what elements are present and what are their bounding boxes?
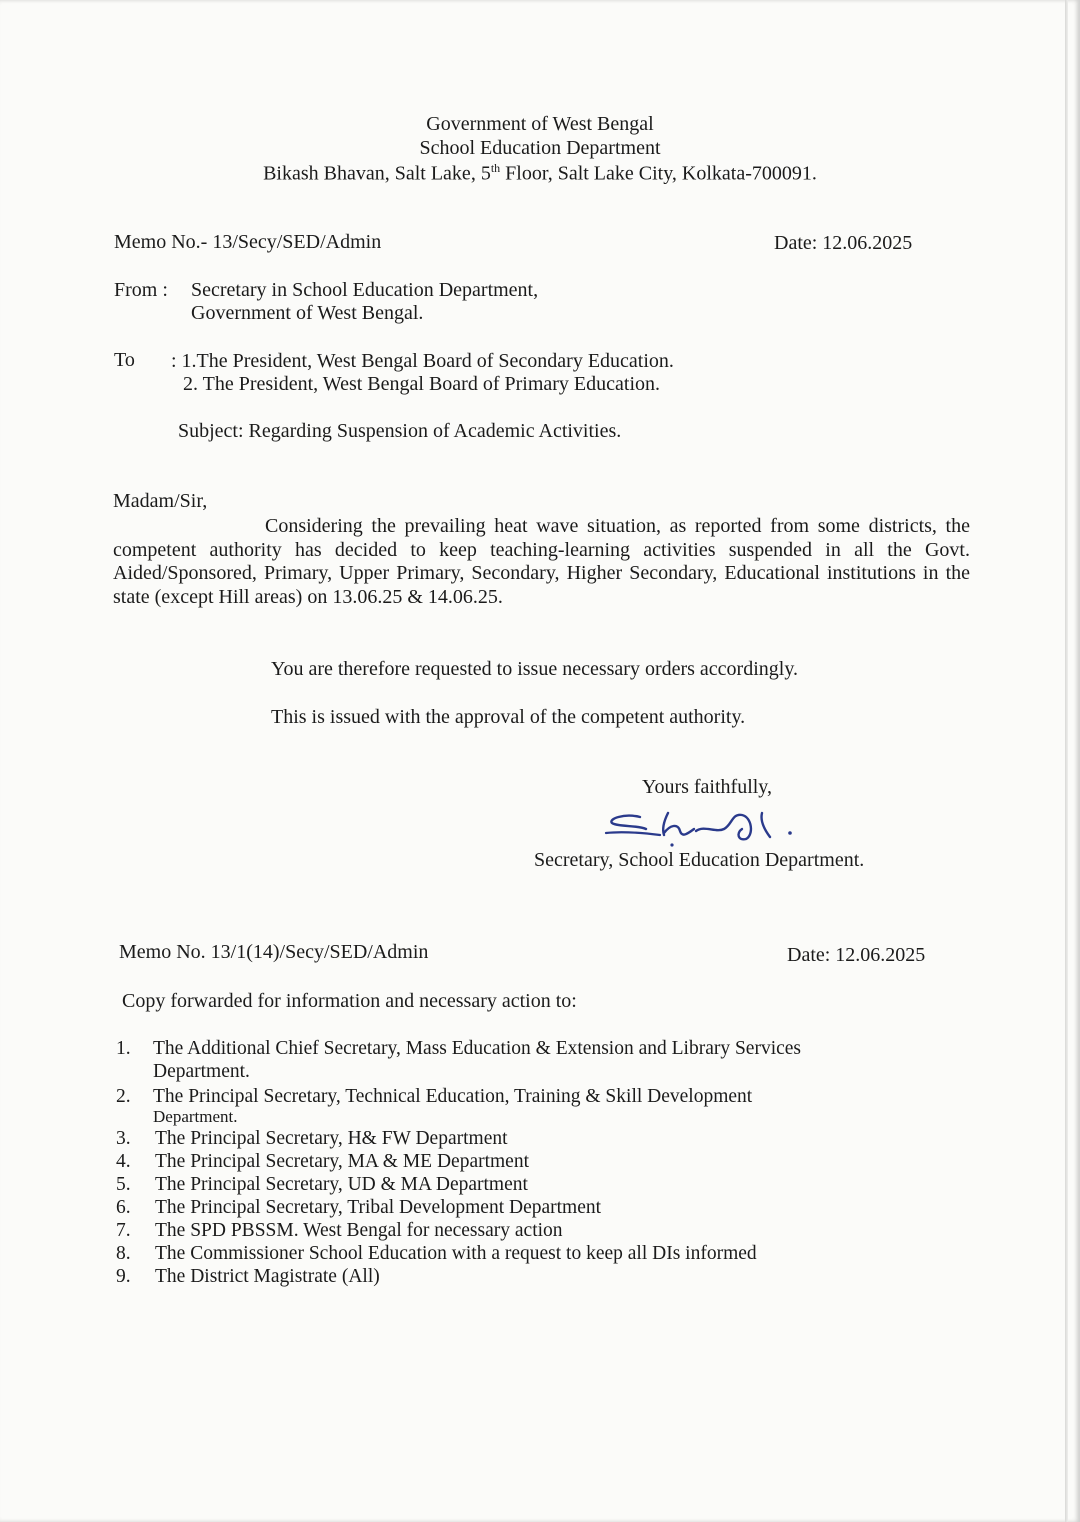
copy-list-item — [113, 1219, 973, 1242]
from-label: From : — [114, 279, 168, 301]
body-paragraph — [113, 515, 970, 609]
letterhead-government: Government of West Bengal — [426, 113, 654, 135]
copy-item-text: The SPD PBSSM. West Bengal for necessary action — [155, 1220, 563, 1241]
from-line-1: Secretary in School Education Department, — [191, 279, 539, 301]
request-sentence: You are therefore requested to issue necessary orders accordingly. — [271, 658, 799, 680]
copy-list-item — [113, 1196, 973, 1219]
page-edge-shadow — [1065, 0, 1068, 1522]
to-line-1: : 1.The President, West Bengal Board of Secondary Education. — [171, 350, 674, 372]
copy-item-text: The Principal Secretary, MA & ME Department — [155, 1151, 530, 1172]
memo-date: Date: 12.06.2025 — [774, 232, 913, 254]
copy-item-continuation: Department. — [153, 1061, 250, 1082]
copy-list — [113, 1037, 973, 1288]
copy-list-item — [113, 1242, 973, 1265]
to-line-2: 2. The President, West Bengal Board of Primary Education. — [183, 373, 661, 395]
signature-image — [604, 803, 834, 851]
copy-item-number: 1. — [116, 1038, 131, 1059]
copy-item-number: 3. — [116, 1128, 131, 1149]
copy-item-text: The Commissioner School Education with a request to keep all DIs informed — [155, 1243, 757, 1264]
copy-list-item — [113, 1173, 973, 1196]
memo2-number: Memo No. 13/1(14)/Secy/SED/Admin — [119, 941, 429, 963]
copy-list-item — [113, 1265, 973, 1288]
address-suffix: Floor, Salt Lake City, Kolkata-700091. — [500, 162, 817, 185]
copy-list-item — [113, 1037, 973, 1083]
copy-item-continuation: Department. — [153, 1107, 238, 1126]
copy-item-text: The Principal Secretary, Technical Education, Training & Skill Development — [153, 1086, 753, 1107]
copy-item-number: 6. — [116, 1197, 131, 1218]
copy-list-item — [113, 1127, 973, 1150]
copy-item-number: 9. — [116, 1266, 131, 1287]
letterhead-department: School Education Department — [419, 137, 661, 159]
copy-item-text: The Principal Secretary, H& FW Department — [155, 1128, 508, 1149]
to-label: To — [114, 349, 135, 371]
from-line-2: Government of West Bengal. — [191, 302, 424, 324]
copy-item-text: The Additional Chief Secretary, Mass Education & Extension and Library Services — [153, 1038, 802, 1059]
copy-item-text: The Principal Secretary, Tribal Development Department — [155, 1197, 602, 1218]
copy-item-text: The District Magistrate (All) — [155, 1266, 380, 1287]
copy-list-item — [113, 1150, 973, 1173]
salutation: Madam/Sir, — [113, 490, 208, 512]
copy-forwarded-line: Copy forwarded for information and necessary action to: — [122, 990, 577, 1012]
memo2-date: Date: 12.06.2025 — [787, 944, 926, 966]
signatory-title: Secretary, School Education Department. — [534, 849, 865, 871]
copy-item-number: 8. — [116, 1243, 131, 1264]
copy-item-number: 7. — [116, 1220, 131, 1241]
copy-item-number: 4. — [116, 1151, 131, 1172]
subject-line: Subject: Regarding Suspension of Academic Activities. — [178, 420, 622, 442]
body-paragraph-text: Considering the prevailing heat wave situation, as reported from some districts, the competent authority has decided to keep teaching-learning activities suspended in all the Govt. Aided/Sponsored, Primary, Upper Primary, Secondary, Higher Secondary, Educational institutions in the state (except Hill areas) on 13.06.25 & 14.06.25. — [113, 515, 970, 608]
address-prefix: Bikash Bhavan, Salt Lake, 5 — [263, 162, 491, 185]
address-sup: th — [490, 161, 501, 175]
copy-item-number: 2. — [116, 1086, 131, 1107]
copy-list-item — [113, 1085, 973, 1126]
copy-item-number: 5. — [116, 1174, 131, 1195]
yours-faithfully: Yours faithfully, — [642, 776, 773, 798]
letterhead-address — [0, 161, 1080, 186]
approval-sentence: This is issued with the approval of the competent authority. — [271, 706, 746, 728]
memo-number: Memo No.- 13/Secy/SED/Admin — [114, 231, 382, 253]
copy-item-text: The Principal Secretary, UD & MA Department — [155, 1174, 528, 1195]
